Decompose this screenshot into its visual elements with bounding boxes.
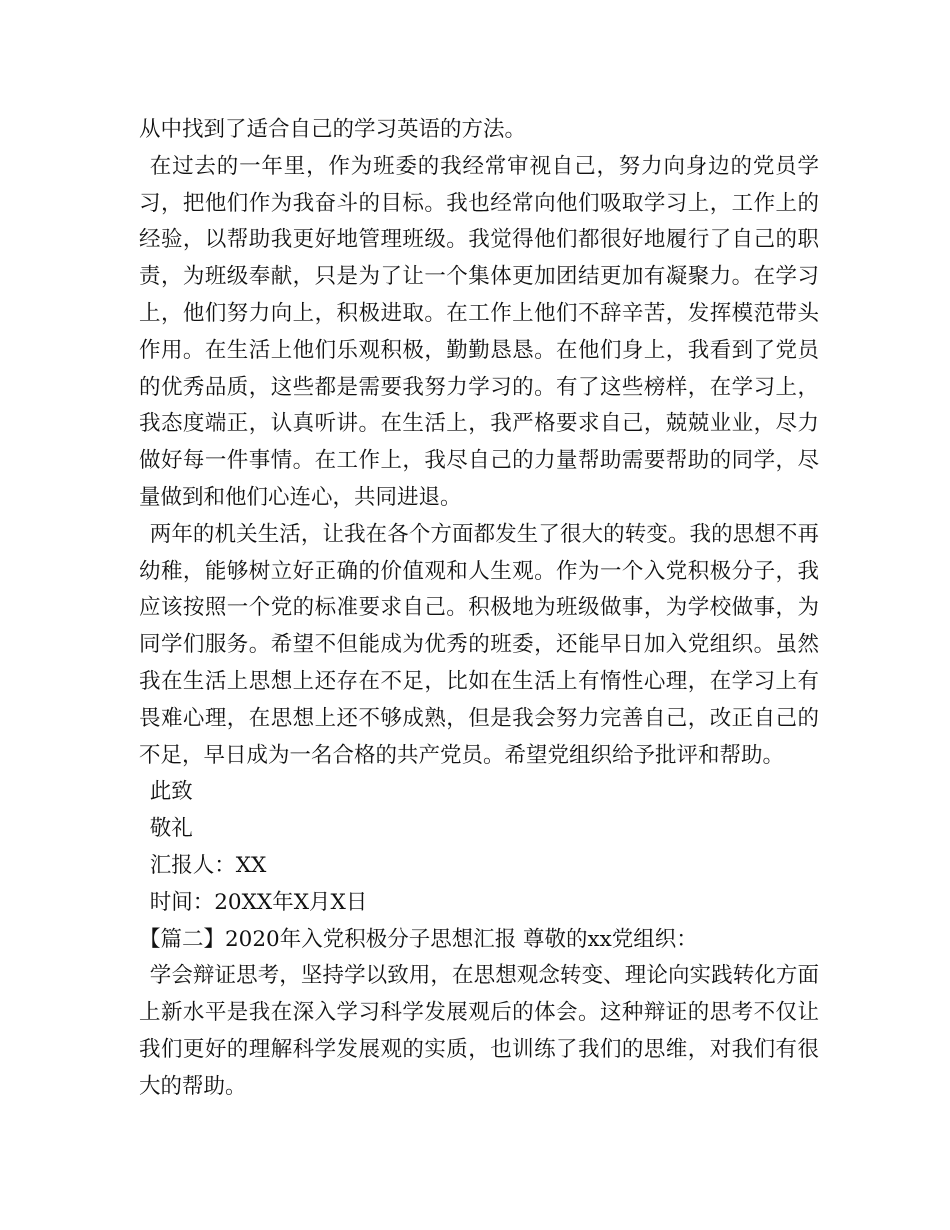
closing-regards: 敬礼 xyxy=(149,816,193,842)
document-body xyxy=(139,112,819,1106)
section-two-heading: 【篇二】2020年入党积极分子思想汇报 尊敬的xx党组织： xyxy=(139,926,698,952)
paragraph-dialectical-thinking: 学会辩证思考，坚持学以致用，在思想观念转变、理论向实践转化方面上新水平是我在深入学习科学发展观后的体会。这种辩证的思考不仅让我们更好的理解科学发展观的实质，也训练了我们的思维，对我们有很大的帮助。 xyxy=(139,963,819,1099)
reporter-line: 汇报人：XX xyxy=(149,852,267,878)
paragraph-continuation: 从中找到了适合自己的学习英语的方法。 xyxy=(139,117,527,142)
paragraph-class-committee: 在过去的一年里，作为班委的我经常审视自己，努力向身边的党员学习，把他们作为我奋斗的目标。我也经常向他们吸取学习上，工作上的经验，以帮助我更好地管理班级。我觉得他们都很好地履行了自己的职责，为班级奉献，只是为了让一个集体更加团结更加有凝聚力。在学习上，他们努力向上，积极进取。在工作上他们不辞辛苦，发挥模范带头作用。在生活上他们乐观积极，勤勤恳恳。在他们身上，我看到了党员的优秀品质，这些都是需要我努力学习的。有了这些榜样，在学习上，我态度端正，认真听讲。在生活上，我严格要求自己，兢兢业业，尽力做好每一件事情。在工作上，我尽自己的力量帮助需要帮助的同学，尽量做到和他们心连心，共同进退。 xyxy=(139,153,819,510)
date-line: 时间：20XX年X月X日 xyxy=(149,889,368,915)
closing-salutation: 此致 xyxy=(149,779,193,805)
paragraph-two-years: 两年的机关生活，让我在各个方面都发生了很大的转变。我的思想不再幼稚，能够树立好正确的价值观和人生观。作为一个入党积极分子，我应该按照一个党的标准要求自己。积极地为班级做事，为学校做事，为同学们服务。希望不但能成为优秀的班委，还能早日加入党组织。虽然我在生活上思想上还存在不足，比如在生活上有惰性心理，在学习上有畏难心理，在思想上还不够成熟，但是我会努力完善自己，改正自己的不足，早日成为一名合格的共产党员。希望党组织给予批评和帮助。 xyxy=(139,521,819,768)
